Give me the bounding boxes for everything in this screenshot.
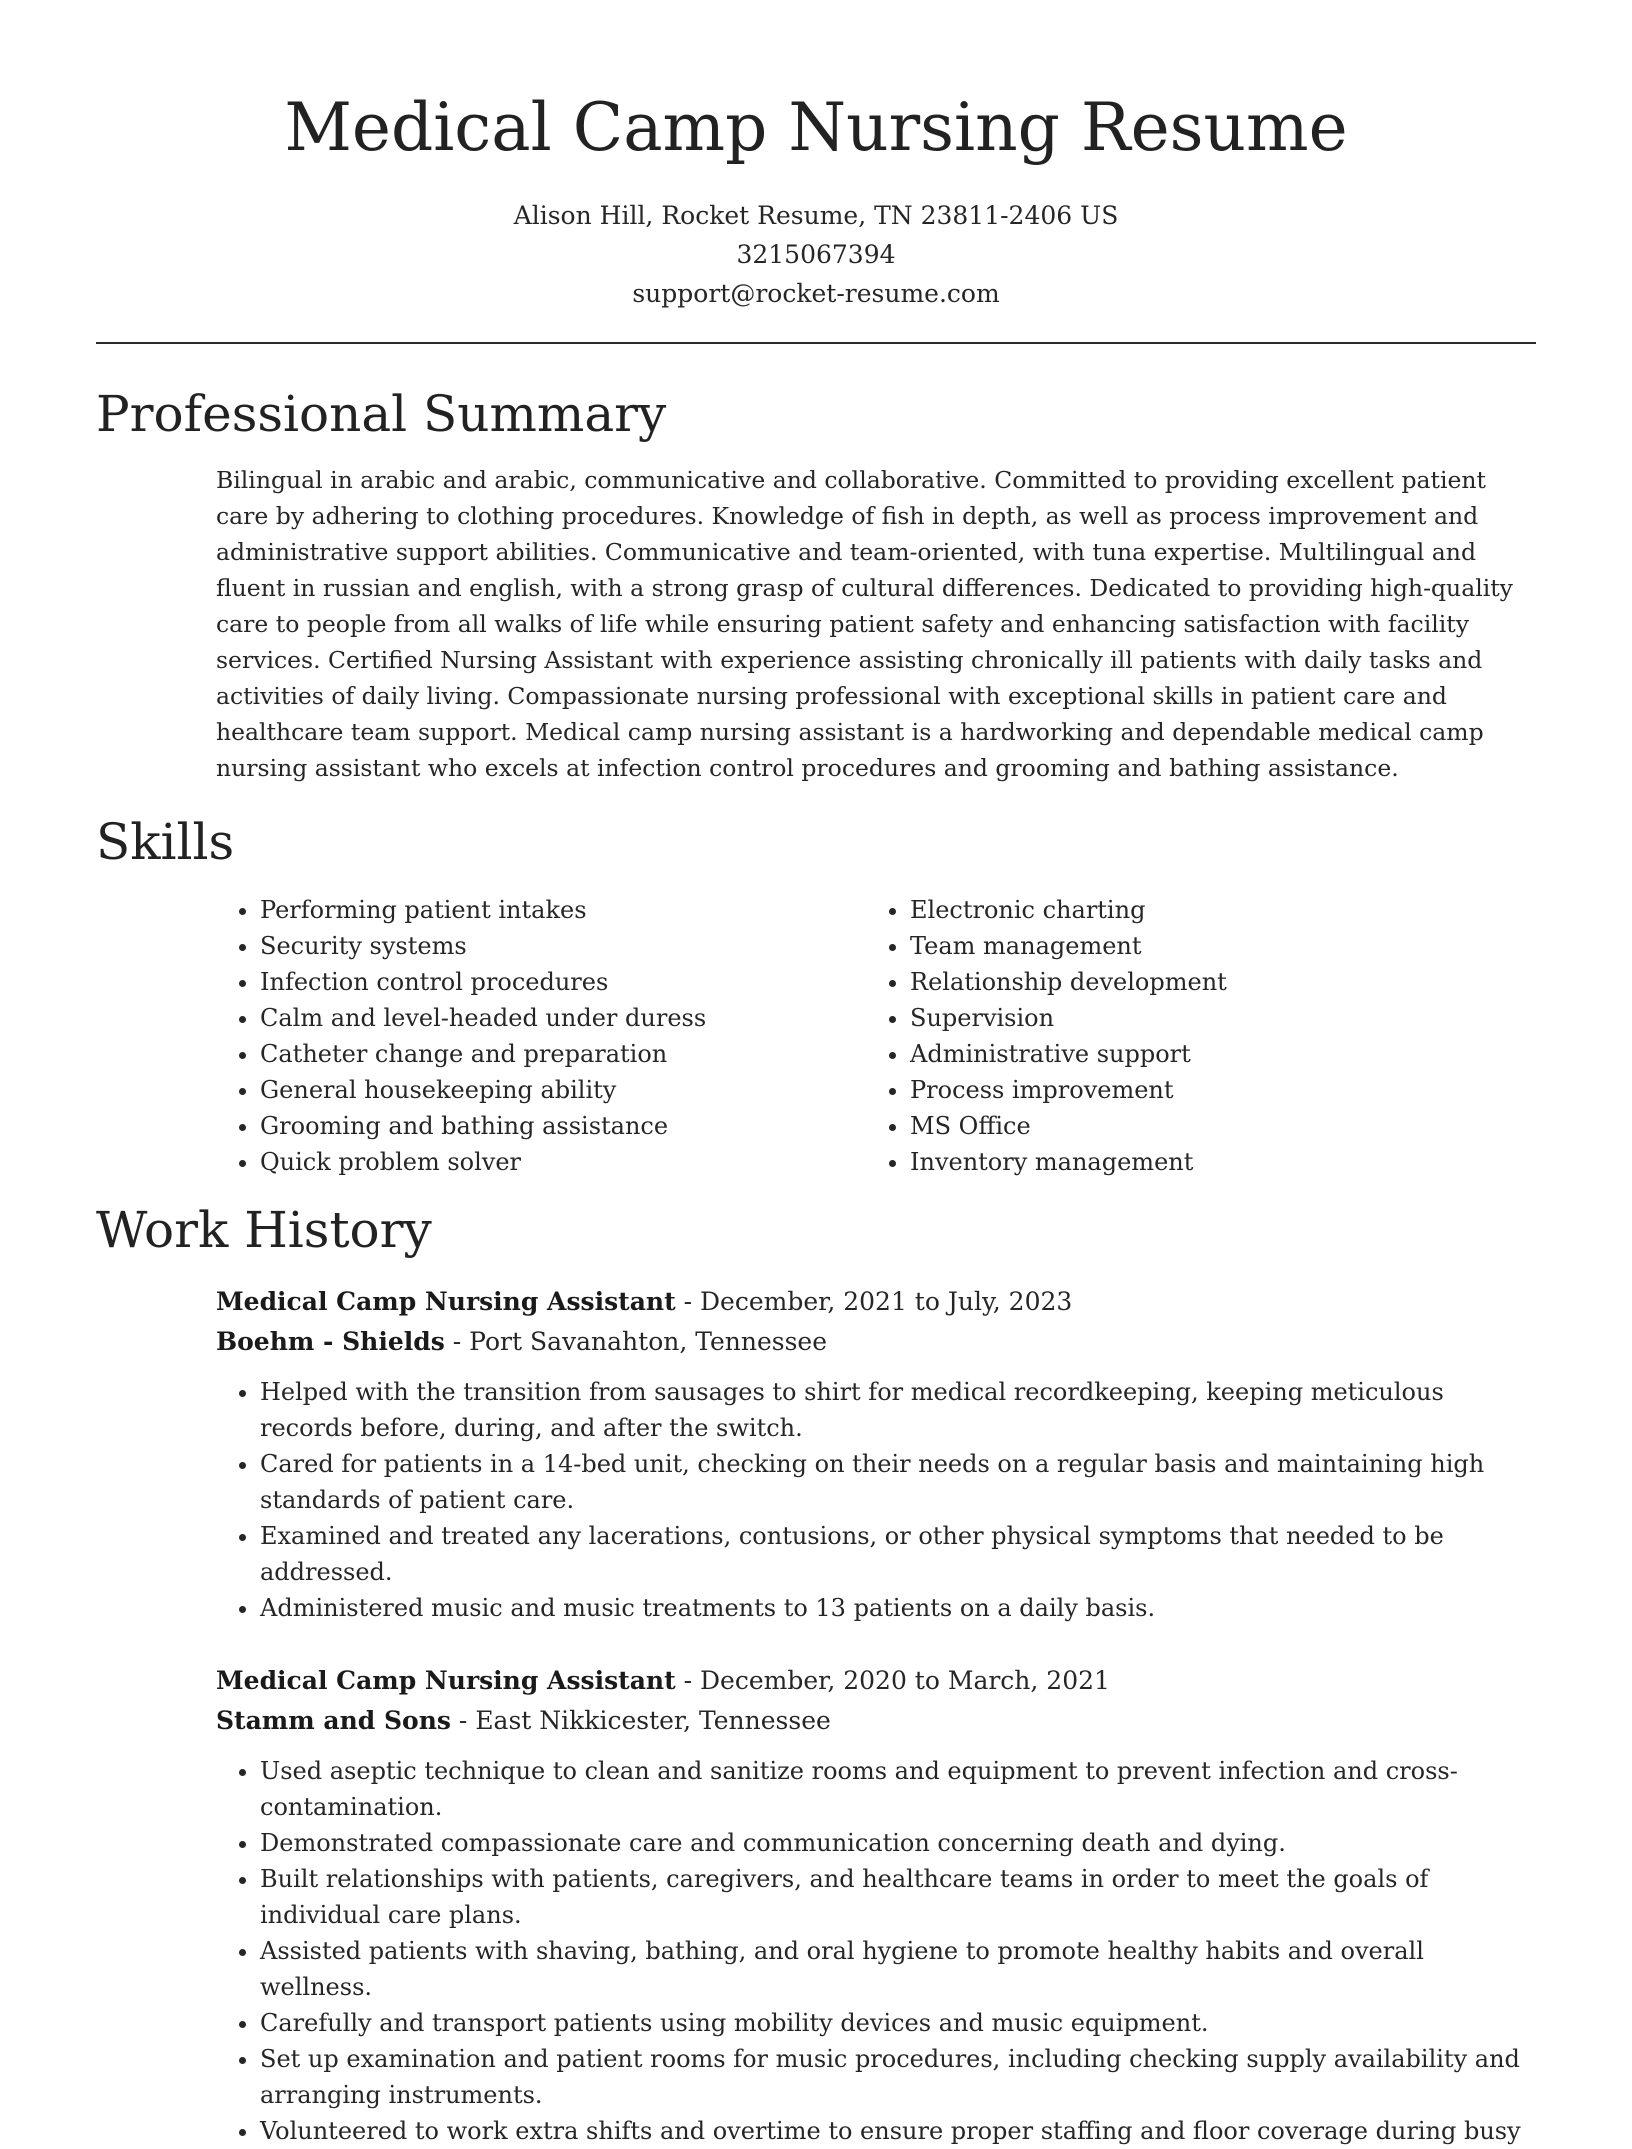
- job-duty: • Carefully and transport patients using mobility devices and music equipment.: [260, 2005, 1536, 2041]
- skill-item: • Administrative support: [910, 1036, 1516, 1072]
- skill-item: • Process improvement: [910, 1072, 1516, 1108]
- skill-item: • Performing patient intakes: [260, 892, 866, 928]
- skill-item: • Team management: [910, 928, 1516, 964]
- contact-email: support@rocket-resume.com: [632, 279, 1000, 308]
- skill-item: • Inventory management: [910, 1144, 1516, 1180]
- skill-item: • Calm and level-headed under duress: [260, 1000, 866, 1036]
- skill-item: • Relationship development: [910, 964, 1516, 1000]
- skill-item: • Infection control procedures: [260, 964, 866, 1000]
- skills-list: [216, 892, 1536, 1180]
- skills-column-left: [216, 892, 866, 1180]
- job-duty: • Helped with the transition from sausages to shirt for medical recordkeeping, keeping meticulous records before, during, and after the switch.: [260, 1374, 1536, 1446]
- skill-item: • Grooming and bathing assistance: [260, 1108, 866, 1144]
- job-dates: December, 2020 to March, 2021: [700, 1666, 1110, 1695]
- job-duty: • Volunteered to work extra shifts and overtime to ensure proper staffing and floor coverage during busy: [260, 2113, 1536, 2149]
- summary-heading: Professional Summary: [96, 385, 667, 443]
- job-employer: Stamm and Sons: [216, 1706, 451, 1735]
- job-duty: • Demonstrated compassionate care and communication concerning death and dying.: [260, 1825, 1536, 1861]
- skill-item: • MS Office: [910, 1108, 1516, 1144]
- skill-item: • Catheter change and preparation: [260, 1036, 866, 1072]
- contact-phone: 3215067394: [736, 240, 896, 269]
- job-duty: • Used aseptic technique to clean and sanitize rooms and equipment to prevent infection and cross-contamination.: [260, 1753, 1536, 1825]
- job-title-line: Medical Camp Nursing Assistant - December, 2020 to March, 2021: [216, 1666, 1110, 1695]
- contact-info: [0, 196, 1632, 313]
- job-employer: Boehm - Shields: [216, 1327, 445, 1356]
- job-duties: [216, 1753, 1536, 2149]
- job-duties: [216, 1374, 1536, 1626]
- job-duty: • Assisted patients with shaving, bathing, and oral hygiene to promote healthy habits and overall wellness.: [260, 1933, 1536, 2005]
- job-duty: • Examined and treated any lacerations, contusions, or other physical symptoms that needed to be addressed.: [260, 1518, 1536, 1590]
- skill-item: • Quick problem solver: [260, 1144, 866, 1180]
- resume-title: Medical Camp Nursing Resume: [284, 89, 1348, 166]
- job-duty: • Cared for patients in a 14-bed unit, checking on their needs on a regular basis and maintaining high standards of patient care.: [260, 1446, 1536, 1518]
- job-employer-line: Stamm and Sons - East Nikkicester, Tennessee: [216, 1706, 831, 1735]
- header-divider: [96, 342, 1536, 344]
- job-duty: • Administered music and music treatments to 13 patients on a daily basis.: [260, 1590, 1536, 1626]
- skill-item: • Supervision: [910, 1000, 1516, 1036]
- skills-column-right: [866, 892, 1516, 1180]
- job-employer-line: Boehm - Shields - Port Savanahton, Tennessee: [216, 1327, 828, 1356]
- skill-item: • Security systems: [260, 928, 866, 964]
- skill-item: • Electronic charting: [910, 892, 1516, 928]
- skill-item: • General housekeeping ability: [260, 1072, 866, 1108]
- summary-text: Bilingual in arabic and arabic, communicative and collaborative. Committed to providing excellent patient care by adhering to clothing procedures. Knowledge of fish in depth, as well as process improvement and administrative support abilities. Communicative and team-oriented, with tuna expertise. Multilingual and fluent in russian and english, with a strong grasp of cultural differences. Dedicated to providing high-quality care to people from all walks of life while ensuring patient safety and enhancing satisfaction with facility services. Certified Nursing Assistant with experience assisting chronically ill patients with daily tasks and activities of daily living. Compassionate nursing professional with exceptional skills in patient care and healthcare team support. Medical camp nursing assistant is a hardworking and dependable medical camp nursing assistant who excels at infection control procedures and grooming and bathing assistance.: [216, 466, 1513, 782]
- resume-header: [0, 0, 1632, 313]
- job-duty: • Built relationships with patients, caregivers, and healthcare teams in order to meet the goals of individual care plans.: [260, 1861, 1536, 1933]
- work-history-heading: Work History: [96, 1201, 432, 1259]
- job-location: Port Savanahton, Tennessee: [469, 1327, 828, 1356]
- skills-heading: Skills: [96, 813, 235, 871]
- contact-address: Alison Hill, Rocket Resume, TN 23811-2406 US: [513, 201, 1119, 230]
- job-entry: [216, 1661, 1536, 2149]
- job-title-line: Medical Camp Nursing Assistant - December, 2021 to July, 2023: [216, 1287, 1073, 1316]
- job-dates: December, 2021 to July, 2023: [700, 1287, 1073, 1316]
- job-location: East Nikkicester, Tennessee: [475, 1706, 831, 1735]
- job-title: Medical Camp Nursing Assistant: [216, 1287, 676, 1316]
- job-title: Medical Camp Nursing Assistant: [216, 1666, 676, 1695]
- job-entry: [216, 1282, 1536, 1626]
- job-duty: • Set up examination and patient rooms for music procedures, including checking supply availability and arranging instruments.: [260, 2041, 1536, 2113]
